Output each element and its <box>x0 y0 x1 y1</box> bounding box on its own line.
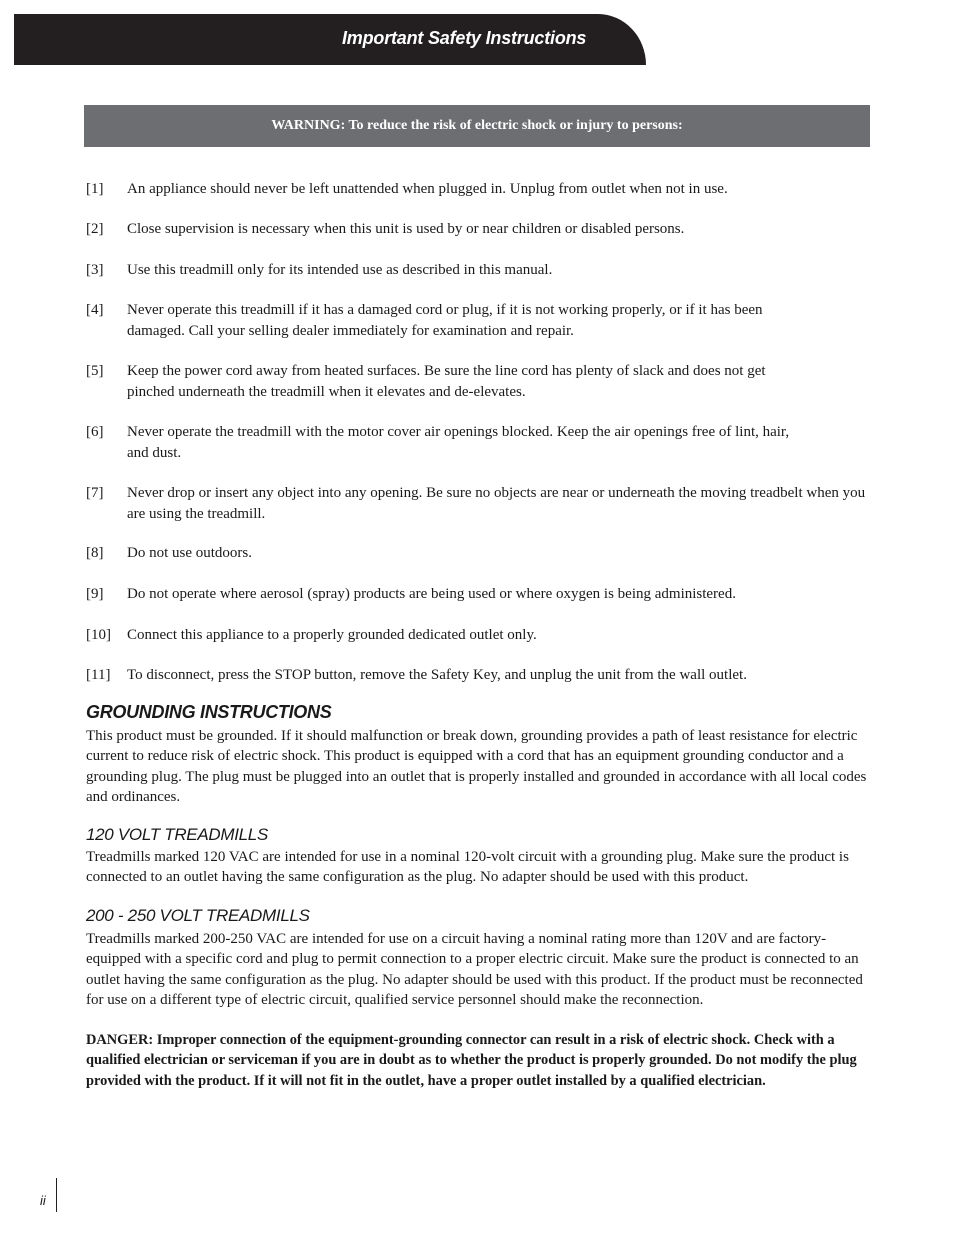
warning-text: WARNING: To reduce the risk of electric shock or injury to persons: <box>271 118 683 133</box>
v200-paragraph: Treadmills marked 200-250 VAC are intended for use on a circuit having a nominal rating more than 120V and are factory-equipped with a specific cord and plug to permit connection to a proper electric circuit. Make sure the product is connected to an outlet having the same configuration as the plug. No adapter should be used with this product. If the product must be reconnected for use on a different type of electric circuit, qualified service personnel should make the reconnection. <box>86 931 863 1008</box>
list-item <box>86 625 866 646</box>
danger-paragraph: DANGER: Improper connection of the equipment-grounding connector can result in a risk of electric shock. Check with a qualified electrician or serviceman if you are in doubt as to whether the product is properly grounded. Do not modify the plug provided with the product. If it will not fit in the outlet, have a proper outlet installed by a qualified electrician. <box>86 1032 857 1089</box>
item-text: To disconnect, press the STOP button, remove the Safety Key, and unplug the unit from the wall outlet. <box>127 667 747 683</box>
page-title: Important Safety Instructions <box>342 28 587 48</box>
item-number: [11] <box>86 667 111 683</box>
list-item <box>86 483 866 524</box>
item-text: Never operate the treadmill with the motor cover air openings blocked. Keep the air openings free of lint, hair, and dust. <box>127 424 790 461</box>
item-number: [7] <box>86 485 104 501</box>
grounding-heading: GROUNDING INSTRUCTIONS <box>86 702 332 722</box>
item-number: [2] <box>86 221 104 237</box>
list-item <box>86 219 866 240</box>
v200-heading: 200 - 250 VOLT TREADMILLS <box>86 906 310 925</box>
v120-heading: 120 VOLT TREADMILLS <box>86 825 268 844</box>
item-number: [4] <box>86 302 104 318</box>
item-number: [8] <box>86 545 104 561</box>
list-item <box>86 300 806 341</box>
item-number: [6] <box>86 424 104 440</box>
page-number-rule <box>56 1178 57 1212</box>
item-text: Use this treadmill only for its intended use as described in this manual. <box>127 262 553 278</box>
list-item <box>86 584 866 605</box>
list-item <box>86 361 806 402</box>
grounding-paragraph: This product must be grounded. If it should malfunction or break down, grounding provides a path of least resistance for electric current to reduce risk of electric shock. This product is equipped with a cord that has an equipment grounding conductor and a grounding plug. The plug must be plugged into an outlet that is properly installed and grounded in accordance with all local codes and ordinances. <box>86 728 867 805</box>
item-number: [10] <box>86 627 111 643</box>
page-number: ii <box>40 1193 46 1208</box>
item-text: Never operate this treadmill if it has a damaged cord or plug, if it is not working properly, or if it has been damaged. Call your selling dealer immediately for examination and repair. <box>127 302 763 339</box>
list-item <box>86 179 866 200</box>
list-item <box>86 260 866 281</box>
v120-paragraph: Treadmills marked 120 VAC are intended for use in a nominal 120-volt circuit with a grounding plug. Make sure the product is connected to an outlet having the same configuration as the plug. No adapter should be used with this product. <box>86 849 849 886</box>
item-number: [5] <box>86 363 104 379</box>
item-text: An appliance should never be left unattended when plugged in. Unplug from outlet when not in use. <box>127 181 728 197</box>
item-text: Never drop or insert any object into any opening. Be sure no objects are near or underneath the moving treadbelt when you are using the treadmill. <box>127 485 866 522</box>
item-text: Do not operate where aerosol (spray) products are being used or where oxygen is being administered. <box>127 586 736 602</box>
item-number: [9] <box>86 586 104 602</box>
item-text: Do not use outdoors. <box>127 545 252 561</box>
item-number: [3] <box>86 262 104 278</box>
item-text: Close supervision is necessary when this unit is used by or near children or disabled persons. <box>127 221 685 237</box>
list-item <box>86 543 866 564</box>
warning-banner <box>84 105 870 147</box>
item-text: Keep the power cord away from heated surfaces. Be sure the line cord has plenty of slack and does not get pinched underneath the treadmill when it elevates and de-elevates. <box>127 363 766 400</box>
item-number: [1] <box>86 181 104 197</box>
item-text: Connect this appliance to a properly grounded dedicated outlet only. <box>127 627 537 643</box>
list-item <box>86 665 866 686</box>
list-item <box>86 422 801 463</box>
